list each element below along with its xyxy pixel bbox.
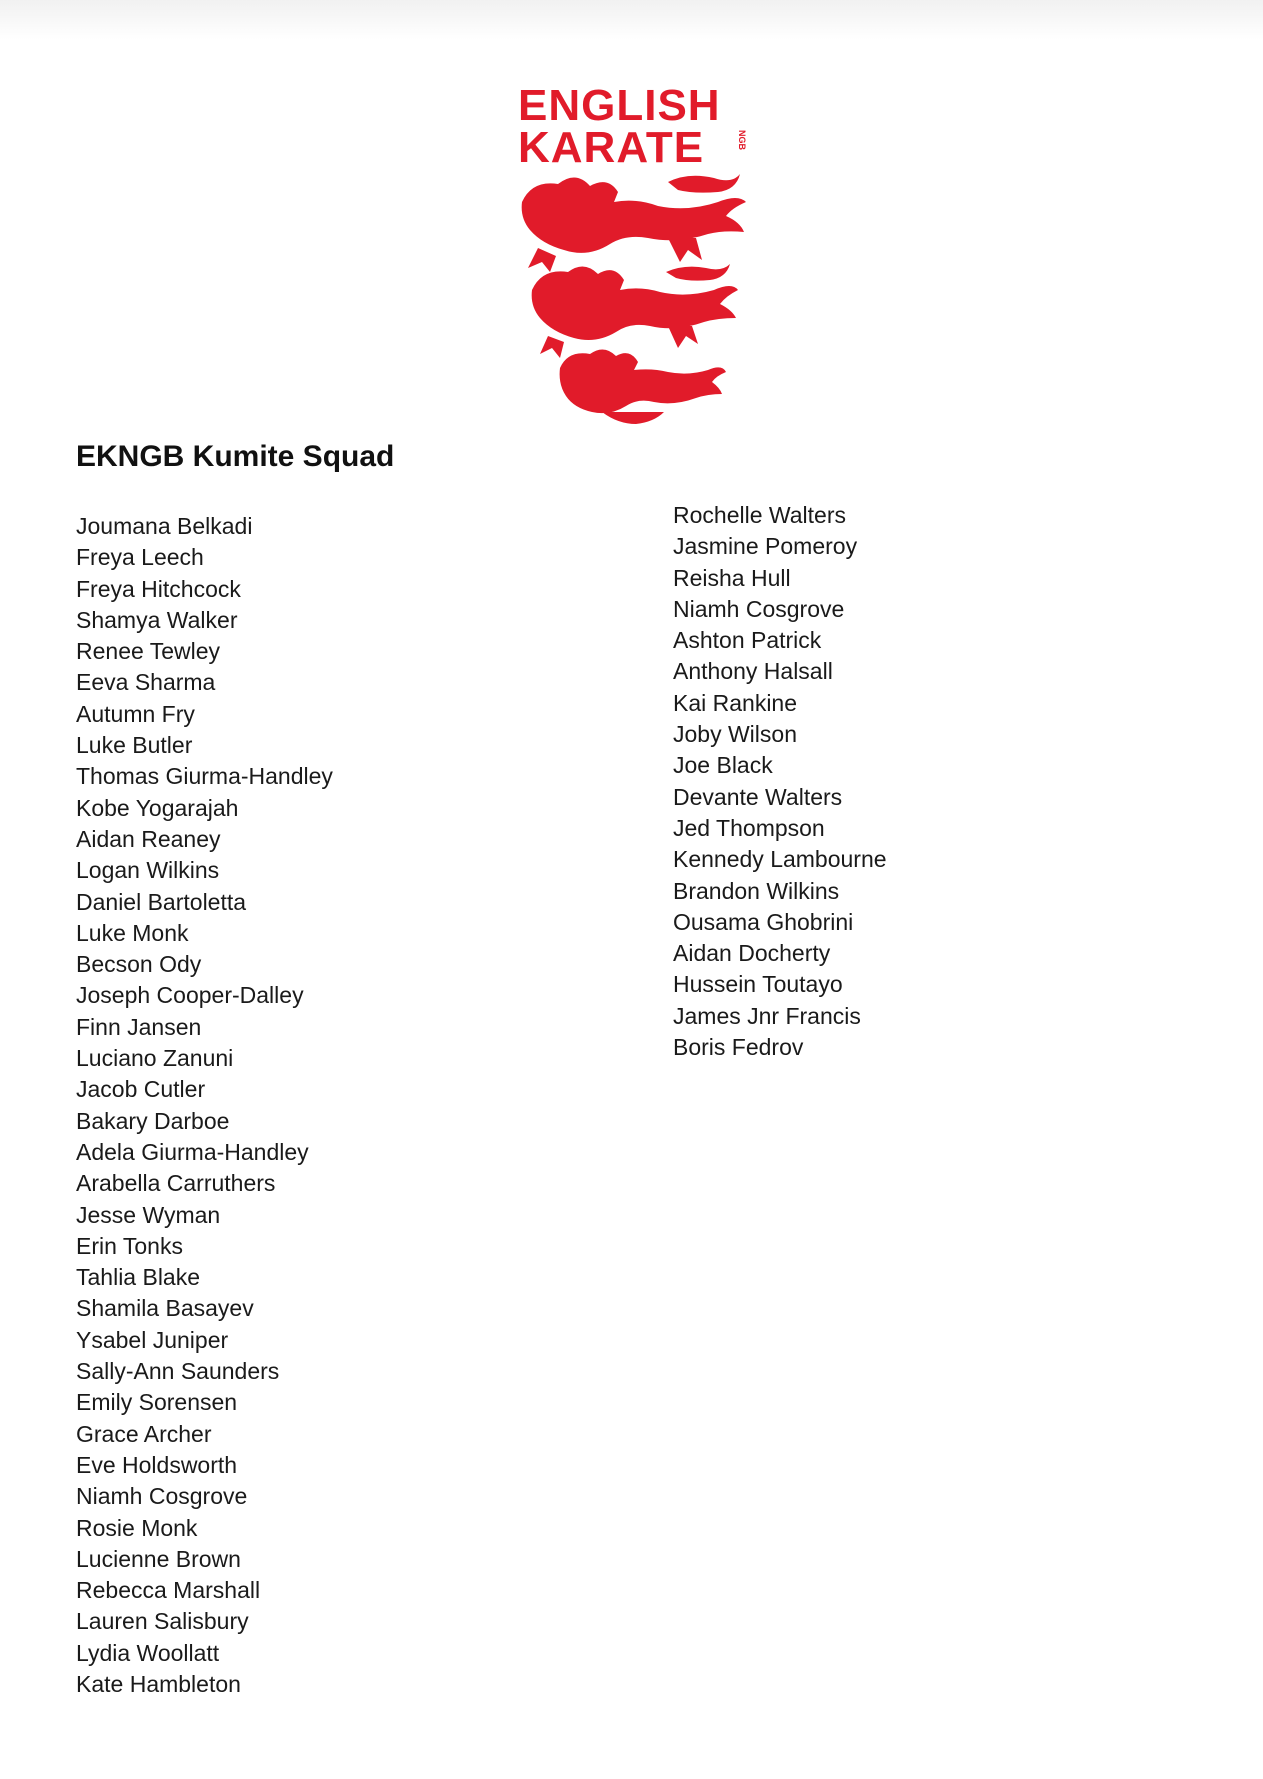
logo-wordmark-line-1: ENGLISH (518, 81, 721, 130)
list-item: Jasmine Pomeroy (673, 533, 858, 560)
list-item: Rochelle Walters (673, 502, 846, 528)
list-item: Rosie Monk (76, 1514, 198, 1541)
list-item: Logan Wilkins (76, 857, 220, 884)
list-item: Sally-Ann Saunders (76, 1358, 280, 1385)
list-item: Freya Hitchcock (76, 575, 241, 602)
list-item: Luciano Zanuni (76, 1045, 234, 1072)
list-item: Anthony Halsall (673, 658, 833, 685)
logo-wordmark-line-2: KARATE (518, 123, 705, 172)
list-item: Rebecca Marshall (76, 1577, 261, 1604)
list-item: Lucienne Brown (76, 1545, 241, 1572)
list-item: Daniel Bartoletta (76, 888, 247, 915)
list-item: Kobe Yogarajah (76, 794, 239, 821)
list-item: Tahlia Blake (76, 1264, 201, 1291)
list-item: Shamila Basayev (76, 1295, 254, 1322)
list-item: Luke Butler (76, 732, 193, 759)
list-item: Kai Rankine (673, 689, 798, 716)
list-item: Niamh Cosgrove (673, 595, 845, 622)
list-item: Aidan Reaney (76, 825, 221, 852)
list-item: Joumana Belkadi (76, 513, 253, 539)
list-item: Kate Hambleton (76, 1670, 241, 1697)
list-item: Thomas Giurma-Handley (76, 763, 333, 790)
list-item: Joby Wilson (673, 721, 797, 748)
list-item: Ashton Patrick (673, 627, 822, 654)
list-item: Eve Holdsworth (76, 1451, 238, 1478)
list-item: Jesse Wyman (76, 1201, 221, 1228)
lion-icon (532, 264, 738, 358)
list-item: Erin Tonks (76, 1232, 183, 1259)
list-item: Joe Black (673, 752, 773, 779)
list-item: Ousama Ghobrini (673, 908, 854, 935)
list-item: Joseph Cooper-Dalley (76, 982, 304, 1009)
list-item: Lydia Woollatt (76, 1639, 220, 1666)
list-item: Ysabel Juniper (76, 1326, 229, 1353)
list-item: Freya Leech (76, 544, 204, 571)
list-item: Bakary Darboe (76, 1107, 230, 1134)
list-item: Autumn Fry (76, 700, 195, 727)
squad-list-left-column (76, 511, 333, 1700)
list-item: Shamya Walker (76, 606, 238, 633)
list-item: James Jnr Francis (673, 1002, 861, 1029)
logo-ngb-tag: NGB (737, 130, 747, 150)
list-item: Reisha Hull (673, 564, 791, 591)
list-item: Devante Walters (673, 783, 843, 810)
list-item: Kennedy Lambourne (673, 846, 887, 873)
list-item: Lauren Salisbury (76, 1608, 249, 1635)
list-item: Adela Giurma-Handley (76, 1138, 309, 1165)
list-item: Hussein Toutayo (673, 971, 843, 998)
squad-list-right-column (673, 500, 887, 1063)
three-lions-shield-icon (518, 172, 750, 424)
list-item: Jacob Cutler (76, 1076, 206, 1103)
list-item: Arabella Carruthers (76, 1170, 276, 1197)
list-item: Luke Monk (76, 919, 189, 946)
english-karate-logo (518, 81, 750, 424)
list-item: Niamh Cosgrove (76, 1483, 248, 1510)
lion-icon (522, 174, 746, 272)
list-item: Aidan Docherty (673, 940, 831, 967)
list-item: Finn Jansen (76, 1013, 202, 1040)
lion-icon (560, 349, 726, 424)
page-title: EKNGB Kumite Squad (76, 440, 395, 473)
list-item: Grace Archer (76, 1420, 212, 1447)
list-item: Renee Tewley (76, 638, 221, 665)
page-top-shadow (0, 0, 1263, 40)
list-item: Jed Thompson (673, 814, 825, 841)
list-item: Boris Fedrov (673, 1034, 804, 1061)
list-item: Becson Ody (76, 951, 202, 978)
list-item: Emily Sorensen (76, 1389, 238, 1416)
list-item: Brandon Wilkins (673, 877, 840, 904)
list-item: Eeva Sharma (76, 669, 216, 696)
